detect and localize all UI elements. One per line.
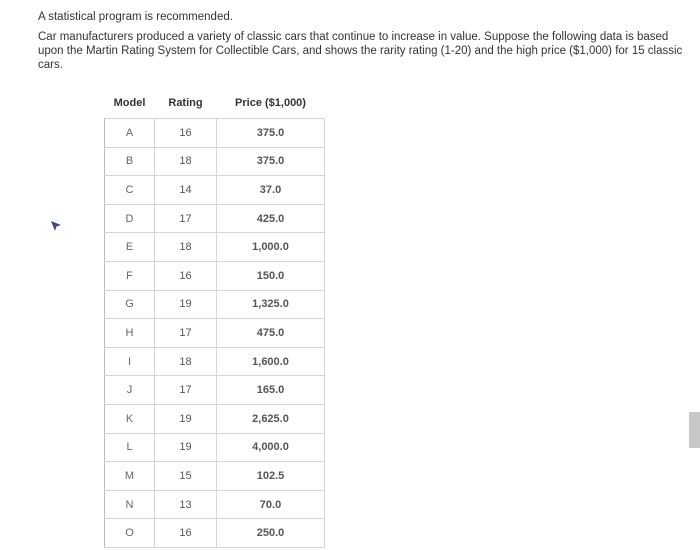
cell-rating: 16 (155, 261, 217, 290)
table-row (105, 404, 325, 433)
cell-model: J (105, 376, 155, 405)
table-row (105, 119, 325, 148)
header-rating: Rating (168, 97, 203, 109)
cell-price: 375.0 (217, 147, 325, 176)
cell-model: O (105, 519, 155, 548)
cell-price: 425.0 (217, 204, 325, 233)
table-header-row (105, 88, 325, 119)
cell-rating: 18 (155, 233, 217, 262)
cell-rating: 15 (155, 462, 217, 491)
cell-rating: 14 (155, 176, 217, 205)
cell-model: A (105, 119, 155, 148)
cell-model: K (105, 404, 155, 433)
cell-model: D (105, 204, 155, 233)
cell-price: 37.0 (217, 176, 325, 205)
cell-model: B (105, 147, 155, 176)
table-row (105, 261, 325, 290)
cell-model: C (105, 176, 155, 205)
table-row (105, 233, 325, 262)
table-row (105, 347, 325, 376)
cell-price: 1,325.0 (217, 290, 325, 319)
cell-model: G (105, 290, 155, 319)
intro-text: A statistical program is recommended. (38, 11, 233, 23)
scrollbar-thumb[interactable] (689, 412, 700, 448)
car-price-table (104, 88, 325, 548)
table-row (105, 433, 325, 462)
cell-price: 1,000.0 (217, 233, 325, 262)
cell-rating: 17 (155, 204, 217, 233)
cell-rating: 19 (155, 290, 217, 319)
table-row (105, 147, 325, 176)
cell-price: 102.5 (217, 462, 325, 491)
cell-price: 2,625.0 (217, 404, 325, 433)
table-row (105, 204, 325, 233)
header-model: Model (113, 97, 146, 109)
cell-model: I (105, 347, 155, 376)
table-row (105, 490, 325, 519)
cell-price: 250.0 (217, 519, 325, 548)
cell-model: M (105, 462, 155, 491)
cell-rating: 16 (155, 119, 217, 148)
table-row (105, 519, 325, 548)
cell-price: 4,000.0 (217, 433, 325, 462)
cell-rating: 17 (155, 319, 217, 348)
table-row (105, 462, 325, 491)
cell-rating: 16 (155, 519, 217, 548)
cell-price: 150.0 (217, 261, 325, 290)
cell-rating: 18 (155, 347, 217, 376)
cell-model: F (105, 261, 155, 290)
problem-description: Car manufacturers produced a variety of classic cars that continue to increase in value. Suppose the following data is based upon the Martin Rating System for Collectible Cars, and shows the rarity rating (1-20) and the high price ($1,000) for 15 classic cars. (38, 31, 683, 71)
cell-price: 70.0 (217, 490, 325, 519)
cell-rating: 19 (155, 433, 217, 462)
cell-model: E (105, 233, 155, 262)
table-row (105, 376, 325, 405)
header-price: Price ($1,000) (235, 97, 306, 109)
cell-rating: 13 (155, 490, 217, 519)
cursor-arrow-icon (50, 220, 62, 232)
cell-rating: 17 (155, 376, 217, 405)
cell-rating: 19 (155, 404, 217, 433)
table-row (105, 176, 325, 205)
cell-model: L (105, 433, 155, 462)
cell-model: N (105, 490, 155, 519)
cell-price: 375.0 (217, 119, 325, 148)
cell-rating: 18 (155, 147, 217, 176)
cell-price: 1,600.0 (217, 347, 325, 376)
table-row (105, 290, 325, 319)
cell-model: H (105, 319, 155, 348)
cell-price: 475.0 (217, 319, 325, 348)
cell-price: 165.0 (217, 376, 325, 405)
table-row (105, 319, 325, 348)
